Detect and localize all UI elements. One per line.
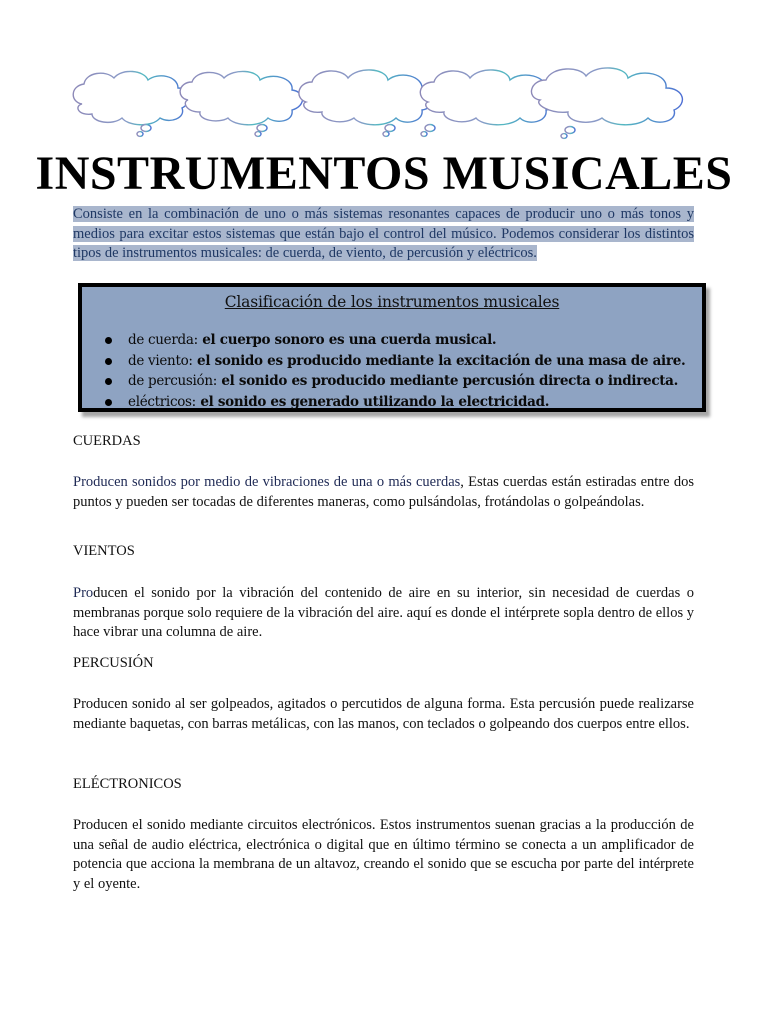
bullet-icon — [105, 337, 112, 344]
section-heading-cuerdas: CUERDAS — [73, 433, 141, 449]
section-lead-text: Producen sonidos por medio de vibraciones de una o más cuerdas — [73, 474, 461, 490]
list-item-term: de cuerda: — [128, 332, 198, 348]
page-title: INSTRUMENTOS MUSICALES — [35, 147, 733, 200]
classification-heading: Clasificación de los instrumentos musicales — [224, 293, 560, 311]
bullet-icon — [105, 399, 112, 406]
list-item-viento — [102, 351, 685, 372]
list-item-electricos — [102, 392, 685, 413]
section-body-electronicos — [73, 816, 694, 894]
list-item-term: de viento: — [128, 352, 193, 369]
section-heading-vientos: VIENTOS — [73, 543, 135, 559]
section-body-text: Producen el sonido mediante circuitos electrónicos. Estos instrumentos suenan gracias a la producción de una señal de audio eléctrica, electrónica o digital que en último término se conecta a un amplificador de potencia que acciona la membrana de un altavoz, creando el sonido que se escucha por parte del intérprete y el oyente. — [73, 817, 694, 892]
section-heading-percusion: PERCUSIÓN — [73, 655, 154, 671]
section-body-text: Producen sonido al ser golpeados, agitados o percutidos de alguna forma. Esta percusión puede realizarse mediante baquetas, con barras metálicas, con las manos, con teclados o golpeando dos cuerpos entre ellos. — [73, 696, 694, 732]
list-item-term: eléctricos: — [128, 393, 196, 410]
cloud-shape — [299, 70, 433, 125]
cloud-shape — [531, 68, 682, 125]
cloud-shape — [180, 71, 302, 124]
intro-paragraph — [73, 205, 694, 264]
list-item-description: el sonido es generado utilizando la electricidad. — [195, 393, 550, 410]
classification-list — [102, 330, 685, 412]
section-lead-text: Pro — [73, 585, 94, 601]
thought-clouds-decoration — [62, 64, 706, 144]
section-heading-electronicos: ELÉCTRONICOS — [73, 776, 182, 792]
list-item-description: el cuerpo sonoro es una cuerda musical. — [197, 332, 497, 348]
section-body-cuerdas — [73, 473, 694, 512]
list-item-percusion — [102, 371, 685, 392]
list-item-description: el sonido es producido mediante percusión directa o indirecta. — [216, 373, 679, 389]
cloud-shape — [73, 71, 189, 124]
bullet-icon — [105, 358, 112, 365]
classification-box — [78, 283, 706, 412]
intro-text-highlighted: Consiste en la combinación de uno o más sistemas resonantes capaces de producir uno o más tonos y medios para excitar estos sistemas que están bajo el control del músico. Podemos considerar los distintos tipos de instrumentos musicales: de cuerda, de viento, de percusión y eléctricos. — [73, 206, 694, 261]
list-item-cuerda — [102, 330, 685, 351]
section-body-percusion — [73, 695, 694, 734]
bullet-icon — [105, 378, 112, 385]
section-body-text: , Estas cuerdas están estiradas entre dos puntos y pueden ser tocadas de diferentes maneras, como pulsándolas, frotándolas o golpeándolas. — [73, 474, 694, 510]
section-body-text: ducen el sonido por la vibración del contenido de aire en su interior, sin necesidad de cuerdas o membranas porque solo requiere de la vibración del aire. aquí es donde el intérprete sopla dentro de ellos y hace vibrar una columna de aire. — [73, 585, 694, 640]
list-item-description: el sonido es producido mediante la excitación de una masa de aire. — [192, 352, 686, 369]
list-item-term: de percusión: — [128, 373, 217, 389]
section-body-vientos — [73, 584, 694, 643]
